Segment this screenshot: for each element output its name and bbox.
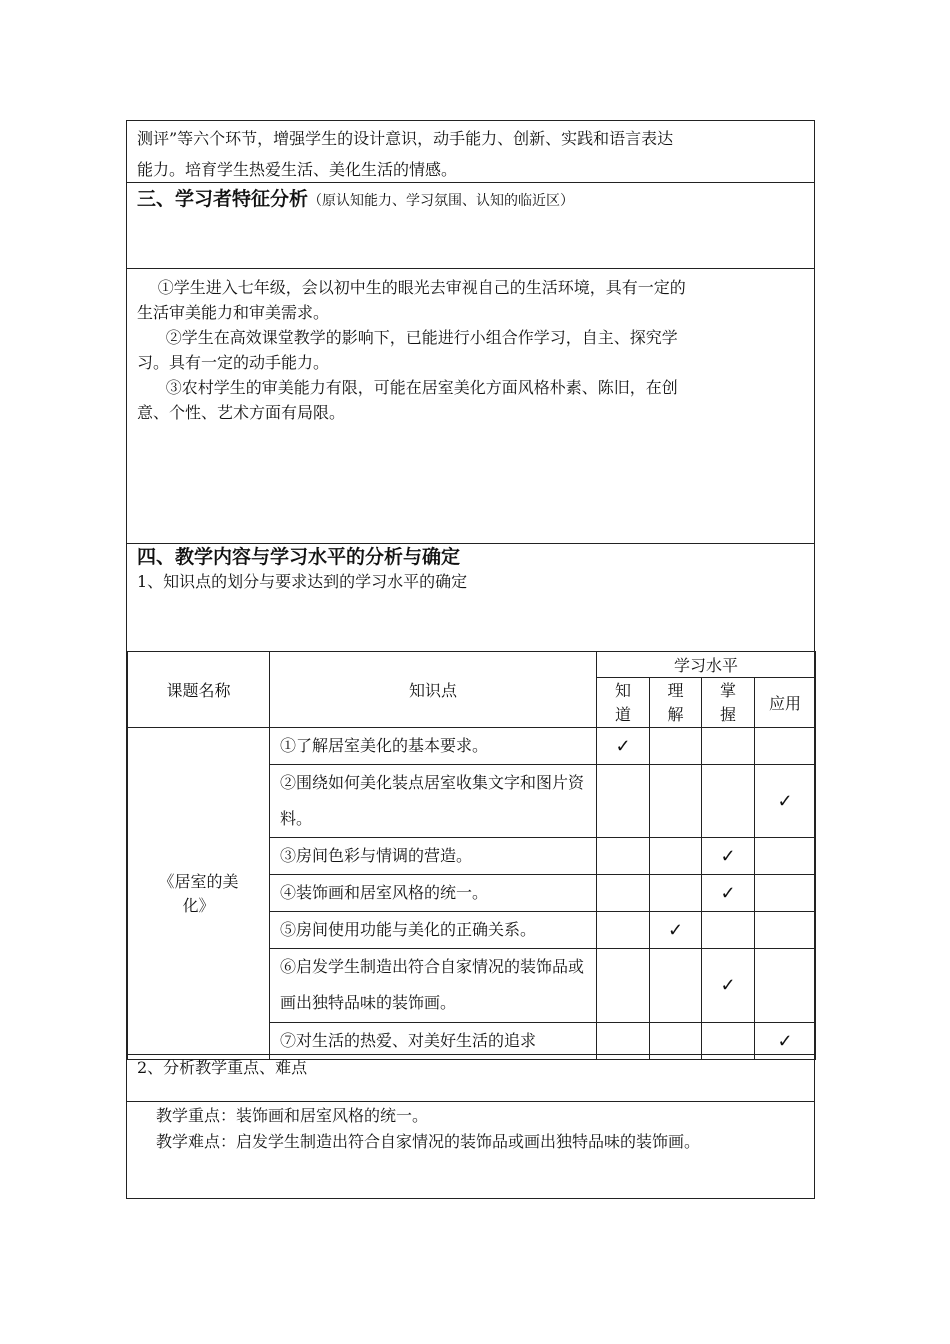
level-cell-understand: [650, 949, 702, 1023]
teaching-difficulty: 教学难点：启发学生制造出符合自家情况的装饰品或画出独特品味的装饰画。: [156, 1132, 701, 1151]
check-mark-icon: ✓: [720, 882, 736, 904]
level-cell-know: [597, 728, 650, 765]
level-cell-apply: [755, 875, 816, 912]
header-level-know: 知 道: [597, 678, 650, 728]
level-cell-master: [702, 765, 755, 838]
section-3-header: [127, 183, 814, 269]
level-cell-master: [702, 838, 755, 875]
knowledge-point-cell: ⑦对生活的热爱、对美好生活的追求: [270, 1023, 597, 1060]
learner-point-1: ①学生进入七年级，会以初中生的眼光去审视自己的生活环境，具有一定的 生活审美能力和审美需求。: [137, 278, 686, 322]
header-course-name: 课题名称: [128, 652, 270, 728]
check-mark-icon: ✓: [720, 975, 736, 996]
knowledge-point-cell: ①了解居室美化的基本要求。: [270, 728, 597, 765]
level-cell-understand: [650, 728, 702, 765]
lesson-plan-table: [126, 120, 815, 1199]
check-mark-icon: ✓: [720, 845, 736, 867]
check-mark-icon: ✓: [667, 919, 684, 941]
teaching-focus: 教学重点：装饰画和居室风格的统一。: [156, 1106, 429, 1125]
level-cell-understand: [650, 765, 702, 838]
header-level-understand: 理 解: [650, 678, 702, 728]
section-4-subtitle-2: 2、分析教学重点、难点: [137, 1058, 308, 1077]
level-cell-know: [597, 765, 650, 838]
intro-text: [127, 121, 814, 185]
learner-point-3: ③农村学生的审美能力有限，可能在居室美化方面风格朴素、陈旧，在创 意、个性、艺术方面有局限。: [137, 378, 678, 422]
section-3-body: [127, 269, 814, 544]
intro-line-1: 测评”等六个环节，增强学生的设计意识，动手能力、创新、实践和语言表达: [137, 129, 674, 148]
section-4-subtitle-1: 1、知识点的划分与要求达到的学习水平的确定: [137, 572, 468, 591]
level-cell-know: [597, 912, 650, 949]
knowledge-point-cell: ⑥启发学生制造出符合自家情况的装饰品或画出独特品味的装饰画。: [270, 949, 597, 1023]
table-row: [128, 728, 816, 765]
section-4-points: [127, 1103, 814, 1198]
header-level-apply: 应用: [755, 678, 816, 728]
level-cell-apply: [755, 728, 816, 765]
level-cell-apply: [755, 765, 816, 838]
intro-section: [127, 121, 814, 183]
level-cell-master: [702, 875, 755, 912]
level-cell-master: [702, 912, 755, 949]
knowledge-point-cell: ③房间色彩与情调的营造。: [270, 838, 597, 875]
check-mark-icon: ✓: [777, 1030, 793, 1052]
level-cell-understand: [650, 838, 702, 875]
knowledge-point-cell: ④装饰画和居室风格的统一。: [270, 875, 597, 912]
knowledge-point-cell: ⑤房间使用功能与美化的正确关系。: [270, 912, 597, 949]
check-mark-icon: ✓: [777, 790, 793, 812]
section-4-header: [127, 544, 814, 651]
level-cell-understand: [650, 912, 702, 949]
section-4-subheader-2: [127, 1054, 814, 1102]
level-cell-apply: [755, 949, 816, 1023]
check-mark-icon: ✓: [615, 735, 631, 757]
learner-point-2: ②学生在高效课堂教学的影响下，已能进行小组合作学习，自主、探究学 习。具有一定的动手能力。: [137, 328, 678, 372]
section-3-title: 三、学习者特征分析: [137, 188, 309, 210]
level-cell-understand: [650, 875, 702, 912]
level-cell-apply: [755, 838, 816, 875]
knowledge-point-cell: ②围绕如何美化装点居室收集文字和图片资料。: [270, 765, 597, 838]
level-cell-apply: [755, 912, 816, 949]
level-cell-know: [597, 838, 650, 875]
section-4-title: 四、教学内容与学习水平的分析与确定: [137, 546, 461, 568]
course-name-cell: 《居室的美化》: [128, 728, 270, 1060]
section-3-note: （原认知能力、学习氛围、认知的临近区）: [308, 193, 575, 209]
header-learning-level: 学习水平: [597, 652, 816, 678]
level-cell-know: [597, 949, 650, 1023]
header-knowledge-point: 知识点: [270, 652, 597, 728]
level-cell-know: [597, 875, 650, 912]
knowledge-level-table: [127, 651, 816, 1060]
header-level-master: 掌 握: [702, 678, 755, 728]
intro-line-2: 能力。培育学生热爱生活、美化生活的情感。: [137, 160, 458, 179]
level-cell-master: [702, 728, 755, 765]
level-cell-master: [702, 949, 755, 1023]
